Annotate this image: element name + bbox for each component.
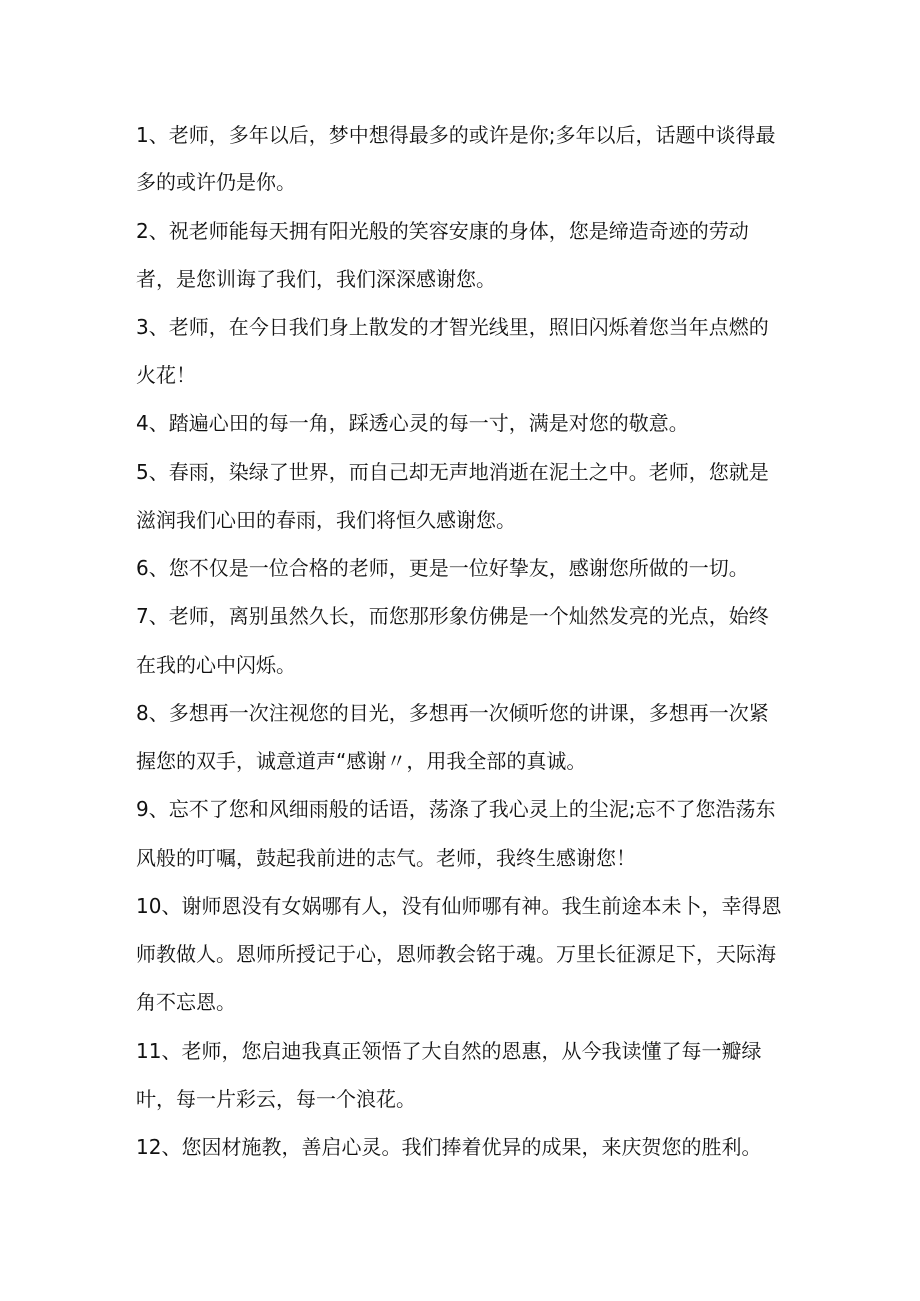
line-19: 角不忘恩。	[136, 990, 236, 1014]
line-11: 7、老师，离别虽然久长，而您那形象仿佛是一个灿然发亮的光点，始终	[136, 604, 769, 628]
line-9: 滋润我们心田的春雨，我们将恒久感谢您。	[136, 508, 516, 532]
line-13: 8、多想再一次注视您的目光，多想再一次倾听您的讲课，多想再一次紧	[136, 701, 769, 725]
line-7: 4、踏遍心田的每一角，踩透心灵的每一寸，满是对您的敬意。	[136, 411, 689, 435]
line-12: 在我的心中闪烁。	[136, 653, 296, 677]
line-4: 者，是您训诲了我们，我们深深感谢您。	[136, 267, 496, 291]
line-22: 12、您因材施教，善启心灵。我们捧着优异的成果，来庆贺您的胜利。	[136, 1135, 762, 1159]
line-2: 多的或许仍是你。	[136, 170, 296, 194]
line-17: 10、谢师恩没有女娲哪有人，没有仙师哪有神。我生前途本未卜，幸得恩	[136, 894, 782, 918]
line-6: 火花！	[136, 363, 196, 387]
line-3: 2、祝老师能每天拥有阳光般的笑容安康的身体，您是缔造奇迹的劳动	[136, 219, 749, 243]
line-21: 叶，每一片彩云，每一个浪花。	[136, 1087, 416, 1111]
line-16: 风般的叮嘱，鼓起我前进的志气。老师，我终生感谢您！	[136, 846, 636, 870]
line-15: 9、忘不了您和风细雨般的话语，荡涤了我心灵上的尘泥;忘不了您浩荡东	[136, 797, 776, 821]
line-10: 6、您不仅是一位合格的老师，更是一位好挚友，感谢您所做的一切。	[136, 556, 749, 580]
line-20: 11、老师，您启迪我真正领悟了大自然的恩惠，从今我读懂了每一瓣绿	[136, 1039, 762, 1063]
line-5: 3、老师，在今日我们身上散发的才智光线里，照旧闪烁着您当年点燃的	[136, 315, 769, 339]
line-18: 师教做人。恩师所授记于心，恩师教会铭于魂。万里长征源足下，天际海	[136, 942, 776, 966]
line-8: 5、春雨，染绿了世界，而自己却无声地消逝在泥土之中。老师，您就是	[136, 460, 769, 484]
line-14: 握您的双手，诚意道声“感谢〃，用我全部的真诚。	[136, 749, 587, 773]
line-1: 1、老师，多年以后，梦中想得最多的或许是你;多年以后，话题中谈得最	[136, 123, 776, 147]
